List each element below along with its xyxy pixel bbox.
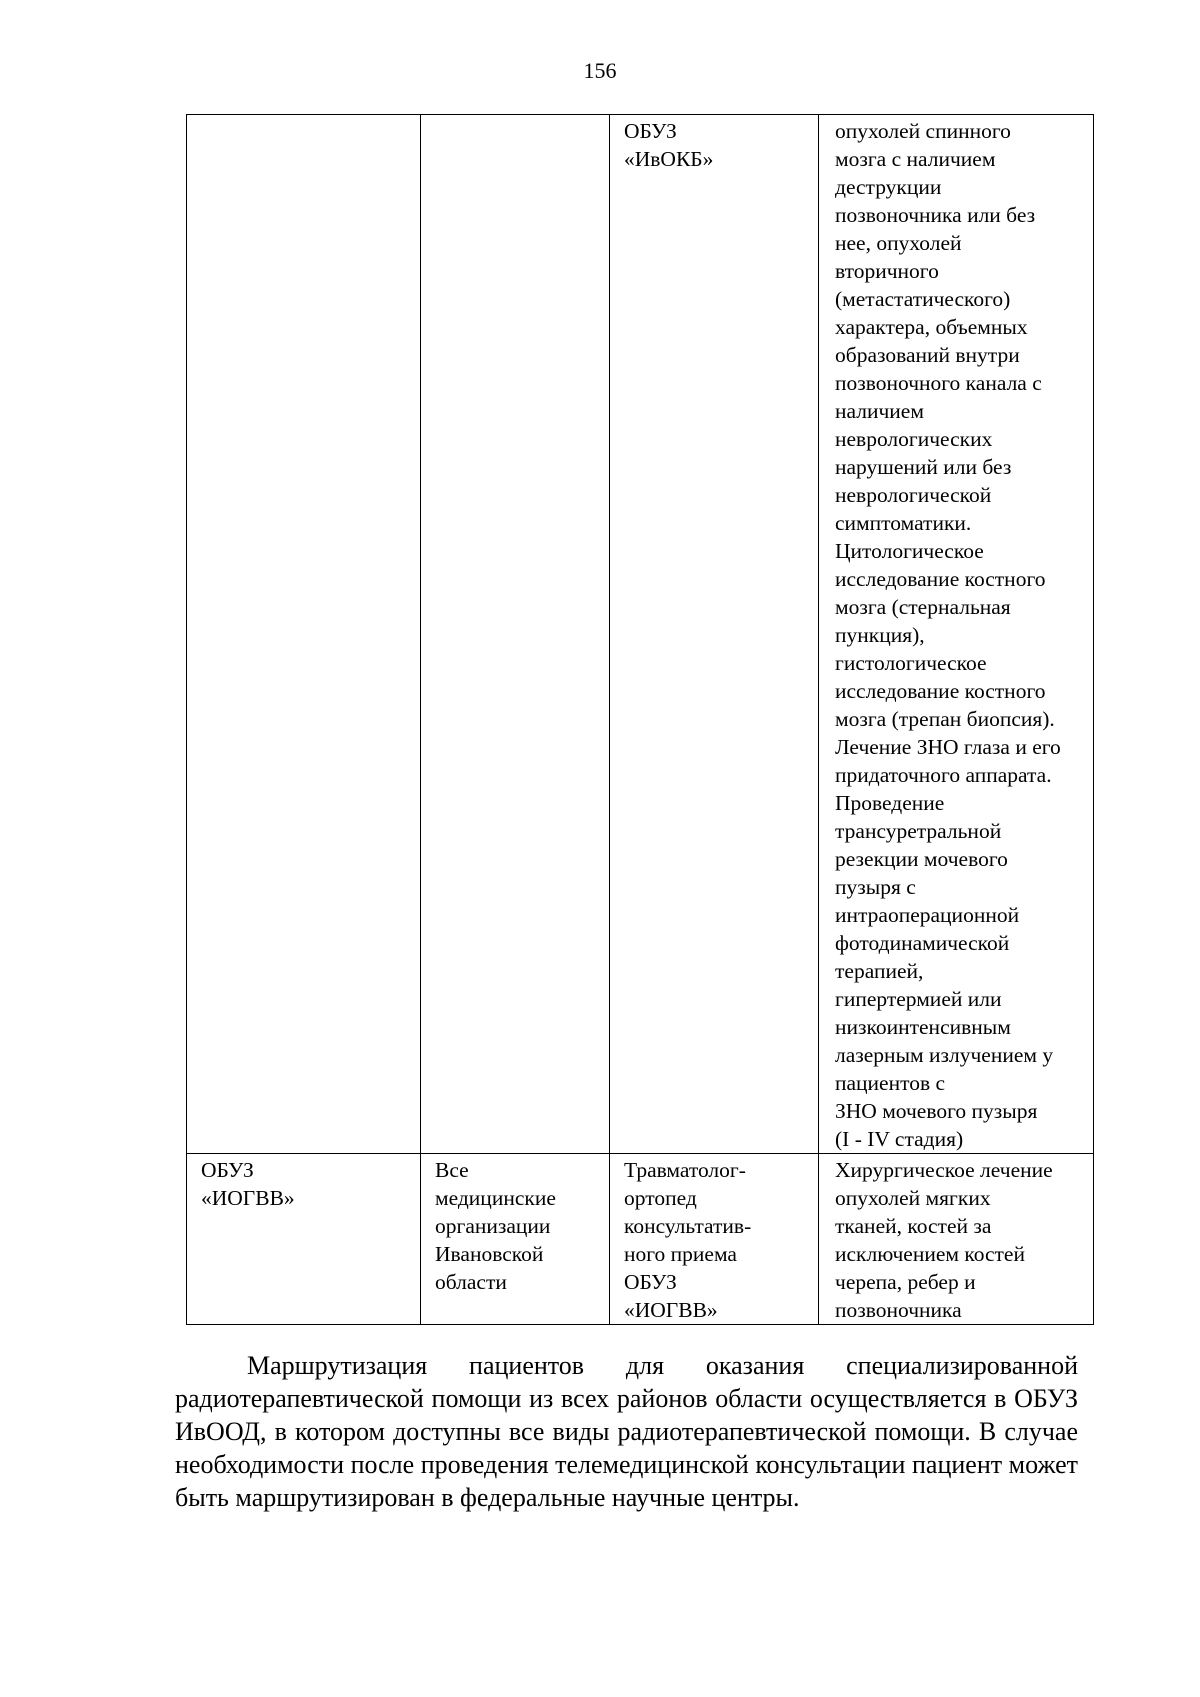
- table-cell-organization: [187, 115, 421, 1154]
- table-cell-treatment: опухолей спинного мозга с наличием деструкции позвоночника или без нее, опухолей вторичного (метастатического) характера, объемных образований внутри позвоночного канала с наличием неврологических нарушений или без неврологической симптоматики. Цитологическое исследование костного мозга (стернальная пункция), гистологическое исследование костного мозга (трепан биопсия). Лечение ЗНО глаза и его придаточного аппарата. Проведение трансуретральной резекции мочевого пузыря с интраоперационной фотодинамической терапией, гипертермией или низкоинтенсивным лазерным излучением у пациентов с ЗНО мочевого пузыря (I - IV стадия): [819, 115, 1094, 1154]
- table-row: [187, 1154, 1094, 1325]
- table-row: [187, 115, 1094, 1154]
- body-paragraph: Маршрутизация пациентов для оказания специализированной радиотерапевтической помощи из всех районов области осуществляется в ОБУЗ ИвООД, в котором доступны все виды радиотерапевтической помощи. В случае необходимости после проведения телемедицинской консультации пациент может быть маршрутизирован в федеральные научные центры.: [175, 1351, 1078, 1512]
- table-cell-referring-organizations: Все медицинские организации Ивановской области: [421, 1154, 610, 1325]
- routing-table: [186, 114, 1094, 1325]
- table-cell-consultation: ОБУЗ «ИвОКБ»: [610, 115, 819, 1154]
- page-number: 156: [583, 58, 617, 83]
- table-cell-organization: ОБУЗ «ИОГВВ»: [187, 1154, 421, 1325]
- table-cell-treatment: Хирургическое лечение опухолей мягких тканей, костей за исключением костей черепа, ребер и позвоночника: [819, 1154, 1094, 1325]
- table-cell-referring-organizations: [421, 115, 610, 1154]
- table-cell-consultation: Травматолог- ортопед консультатив- ного приема ОБУЗ «ИОГВВ»: [610, 1154, 819, 1325]
